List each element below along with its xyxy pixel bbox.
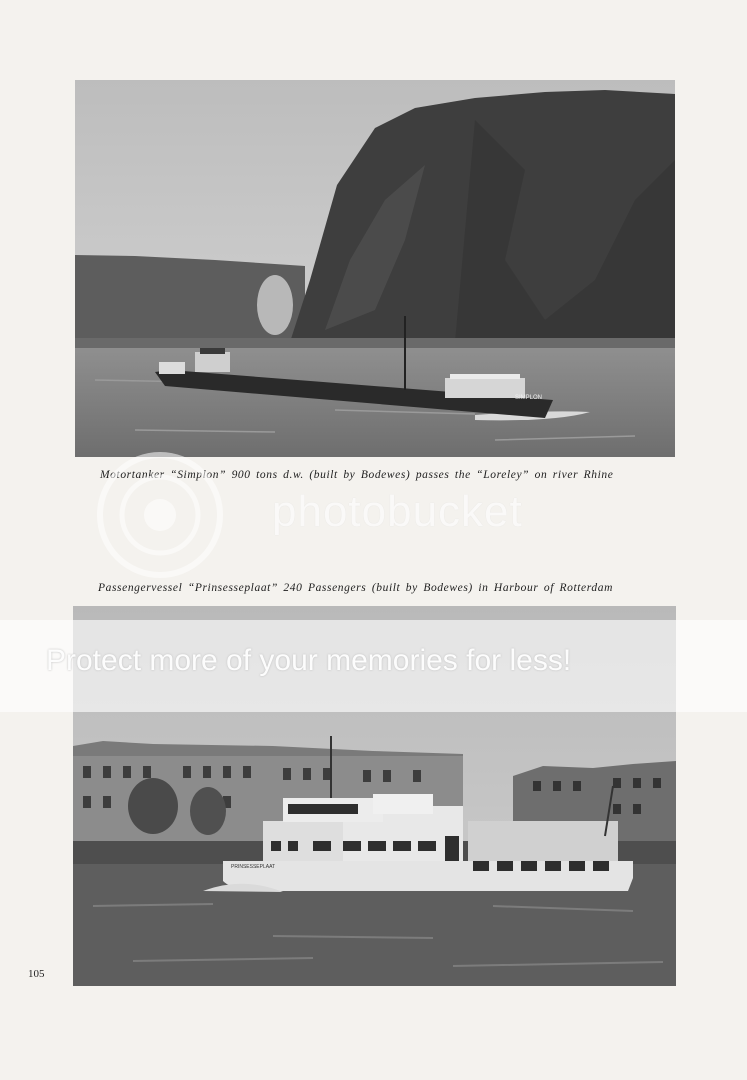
photo2-caption: Passengervessel “Prinsesseplaat” 240 Passengers (built by Bodewes) in Harbour of Rotterdam	[98, 582, 614, 594]
photo-motortanker-simplon	[75, 80, 675, 457]
ship-hull-name: SIMPLON	[515, 395, 543, 401]
photobucket-watermark-text: photobucket	[272, 487, 523, 536]
photo1-illustration	[75, 80, 675, 457]
photo1-caption: Motortanker “Simplon” 900 tons d.w. (built by Bodewes) passes the “Loreley” on river Rhine	[100, 469, 614, 481]
ship-hull-name: PRINSESSEPLAAT	[231, 864, 276, 870]
page-number: 105	[28, 968, 45, 980]
watermark-banner-text: Protect more of your memories for less!	[46, 644, 572, 677]
